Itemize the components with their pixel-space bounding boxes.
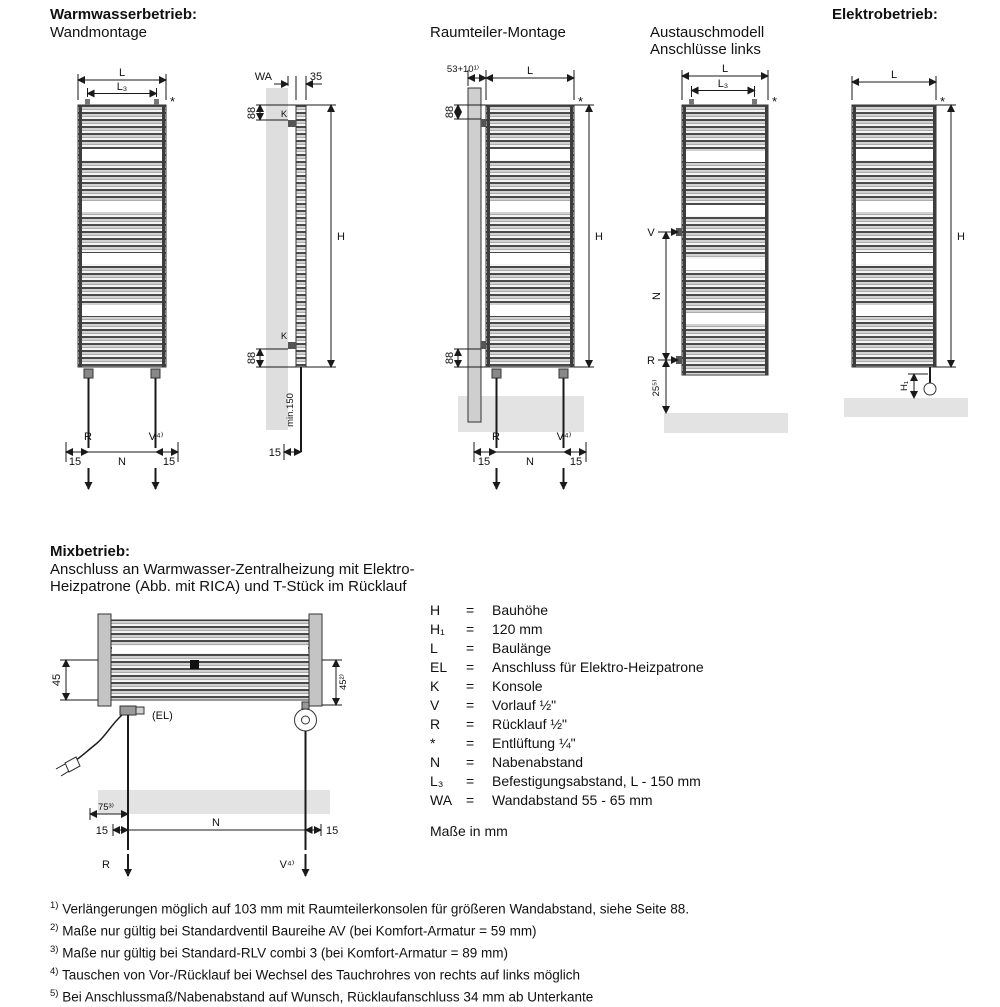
legend-value: Rücklauf ½"	[492, 716, 568, 732]
legend-equals: =	[466, 697, 475, 713]
dim-label-r: R	[102, 859, 110, 871]
dim-label-h: H	[595, 231, 603, 243]
legend-value: Bauhöhe	[492, 602, 549, 618]
dim-label-88-top: 88	[444, 105, 456, 119]
footnote-2	[50, 919, 970, 941]
mix-desc-line2: Heizpatrone (Abb. mit RICA) und T-Stück im Rücklauf	[50, 578, 407, 595]
legend-value: 120 mm	[492, 621, 543, 637]
dim-label-15r: 15	[162, 456, 176, 468]
legend-equals: =	[466, 602, 475, 618]
dim-label-15: 15	[268, 447, 281, 459]
legend-value: Baulänge	[492, 640, 552, 656]
dim-label-v: V⁴⁾	[279, 859, 295, 871]
vent-star: *	[940, 94, 946, 109]
legend-row	[430, 792, 760, 811]
dim-label-53: 53+10¹⁾	[446, 64, 480, 75]
legend-symbol: *	[430, 735, 436, 751]
dim-label-n: N	[212, 817, 220, 829]
legend-symbol: R	[430, 716, 441, 732]
dim-label-n: N	[118, 456, 126, 468]
legend-equals: =	[466, 754, 475, 770]
legend-symbol: WA	[430, 792, 453, 808]
footnote-3	[50, 941, 970, 963]
dim-label-wa: WA	[254, 71, 272, 83]
vent-star: *	[170, 94, 176, 109]
dim-label-r: R	[84, 431, 92, 443]
dim-label-75: 75³⁾	[97, 802, 115, 813]
legend-value: Konsole	[492, 678, 543, 694]
legend-equals: =	[466, 640, 475, 656]
legend-equals: =	[466, 792, 475, 808]
dim-label-l3: L₃	[717, 78, 729, 90]
dim-label-min150: min.150	[285, 393, 296, 427]
dim-label-v: V⁴⁾	[556, 431, 572, 443]
legend-row	[430, 602, 760, 621]
legend-value: Nabenabstand	[492, 754, 584, 770]
legend-symbol: L₃	[430, 773, 444, 789]
legend-row	[430, 773, 760, 792]
dim-label-r: R	[647, 355, 655, 367]
legend-row	[430, 659, 760, 678]
dim-label-15l: 15	[477, 456, 491, 468]
units-note: Maße in mm	[430, 823, 508, 839]
dim-label-15l: 15	[68, 456, 82, 468]
dim-label-n: N	[526, 456, 534, 468]
legend-symbol: K	[430, 678, 440, 694]
legend-symbol: V	[430, 697, 440, 713]
dim-label-v: V	[647, 227, 655, 239]
dim-label-25: 25⁵⁾	[651, 379, 662, 397]
drawing-wandmontage-front	[66, 67, 178, 489]
footnote-marker: 3)	[50, 944, 59, 956]
legend	[430, 602, 760, 811]
section-sub-austausch: Anschlüsse links	[650, 41, 761, 58]
dim-label-k2: K	[280, 331, 288, 342]
legend-symbol: EL	[430, 659, 448, 675]
dim-label-88-bottom: 88	[246, 351, 258, 365]
footnote-text: Maße nur gültig bei Standardventil Baureihe AV (bei Komfort-Armatur = 59 mm)	[62, 923, 537, 939]
legend-equals: =	[466, 659, 475, 675]
dim-label-n: N	[651, 292, 663, 300]
dim-label-r: R	[492, 431, 500, 443]
section-title-mix: Mixbetrieb:	[50, 543, 131, 560]
footnote-5	[50, 985, 970, 1007]
dim-label-45-left: 45	[51, 673, 63, 687]
legend-symbol: L	[430, 640, 438, 656]
section-title-warmwasser: Warmwasserbetrieb:	[50, 6, 197, 23]
technical-drawings-top	[0, 0, 1000, 500]
footnotes	[50, 897, 970, 1007]
legend-row	[430, 754, 760, 773]
legend-symbol: H₁	[430, 621, 445, 637]
legend-row	[430, 640, 760, 659]
section-sub-wandmontage: Wandmontage	[50, 24, 148, 41]
footnote-text: Verlängerungen möglich auf 103 mm mit Raumteilerkonsolen für größeren Wandabstand, siehe Seite 88.	[62, 901, 690, 917]
vent-star: *	[772, 94, 778, 109]
legend-value: Befestigungsabstand, L - 150 mm	[492, 773, 701, 789]
legend-equals: =	[466, 678, 475, 694]
legend-equals: =	[466, 773, 475, 789]
legend-value: Entlüftung ¼"	[492, 735, 576, 751]
section-title-elektro: Elektrobetrieb:	[832, 6, 938, 23]
dim-label-15l: 15	[95, 825, 108, 837]
legend-equals: =	[466, 716, 475, 732]
dim-label-l: L	[721, 63, 729, 75]
drawing-raumteiler-montage	[444, 64, 603, 489]
section-title-austausch: Austauschmodell	[650, 24, 765, 41]
mix-desc-line1: Anschluss an Warmwasser-Zentralheizung mit Elektro-	[50, 561, 415, 578]
legend-row	[430, 716, 760, 735]
dim-label-h1: H₁	[899, 380, 910, 392]
legend-symbol: N	[430, 754, 441, 770]
footnote-text: Tauschen von Vor-/Rücklauf bei Wechsel des Tauchrohres von rechts auf links möglich	[61, 967, 580, 983]
legend-equals: =	[466, 621, 475, 637]
dim-label-15r: 15	[569, 456, 583, 468]
legend-row	[430, 678, 760, 697]
drawing-wandmontage-side	[246, 71, 345, 460]
dim-label-l: L	[118, 67, 126, 79]
dim-label-v: V⁴⁾	[148, 431, 164, 443]
dim-label-45-right: 45²⁾	[338, 673, 349, 691]
legend-row	[430, 697, 760, 716]
dim-label-35: 35	[309, 71, 323, 83]
footnote-text: Bei Anschlussmaß/Nabenabstand auf Wunsch, Rücklaufanschluss 34 mm ab Unterkante	[62, 989, 594, 1005]
dim-label-el: (EL)	[152, 710, 173, 722]
dim-label-k1: K	[280, 109, 288, 120]
dim-label-88-bottom: 88	[444, 351, 456, 365]
footnote-4	[50, 963, 970, 985]
technical-drawing-mix	[40, 598, 380, 898]
legend-row	[430, 735, 760, 754]
legend-value: Vorlauf ½"	[492, 697, 557, 713]
legend-symbol: H	[430, 602, 441, 618]
dim-label-h: H	[337, 231, 345, 243]
dim-label-l: L	[526, 65, 534, 77]
footnote-marker: 5)	[50, 988, 59, 1000]
drawing-austauschmodell	[647, 63, 788, 433]
footnote-marker: 2)	[50, 922, 59, 934]
footnote-marker: 4)	[50, 966, 59, 978]
dim-label-l: L	[890, 69, 898, 81]
dim-label-h: H	[957, 231, 965, 243]
legend-row	[430, 621, 760, 640]
footnote-marker: 1)	[50, 900, 59, 911]
legend-value: Anschluss für Elektro-Heizpatrone	[492, 659, 704, 675]
dim-label-88-top: 88	[246, 106, 258, 120]
vent-star: *	[578, 94, 584, 109]
dim-label-l3: L₃	[116, 81, 128, 93]
footnote-text: Maße nur gültig bei Standard-RLV combi 3 (bei Komfort-Armatur = 89 mm)	[62, 945, 509, 961]
drawing-elektrobetrieb	[844, 69, 968, 417]
legend-equals: =	[466, 735, 475, 751]
drawing-mixbetrieb	[51, 614, 349, 876]
section-title-raumteiler: Raumteiler-Montage	[430, 24, 566, 41]
dim-label-15r: 15	[326, 825, 339, 837]
footnote-1	[50, 897, 970, 919]
legend-value: Wandabstand 55 - 65 mm	[492, 792, 653, 808]
